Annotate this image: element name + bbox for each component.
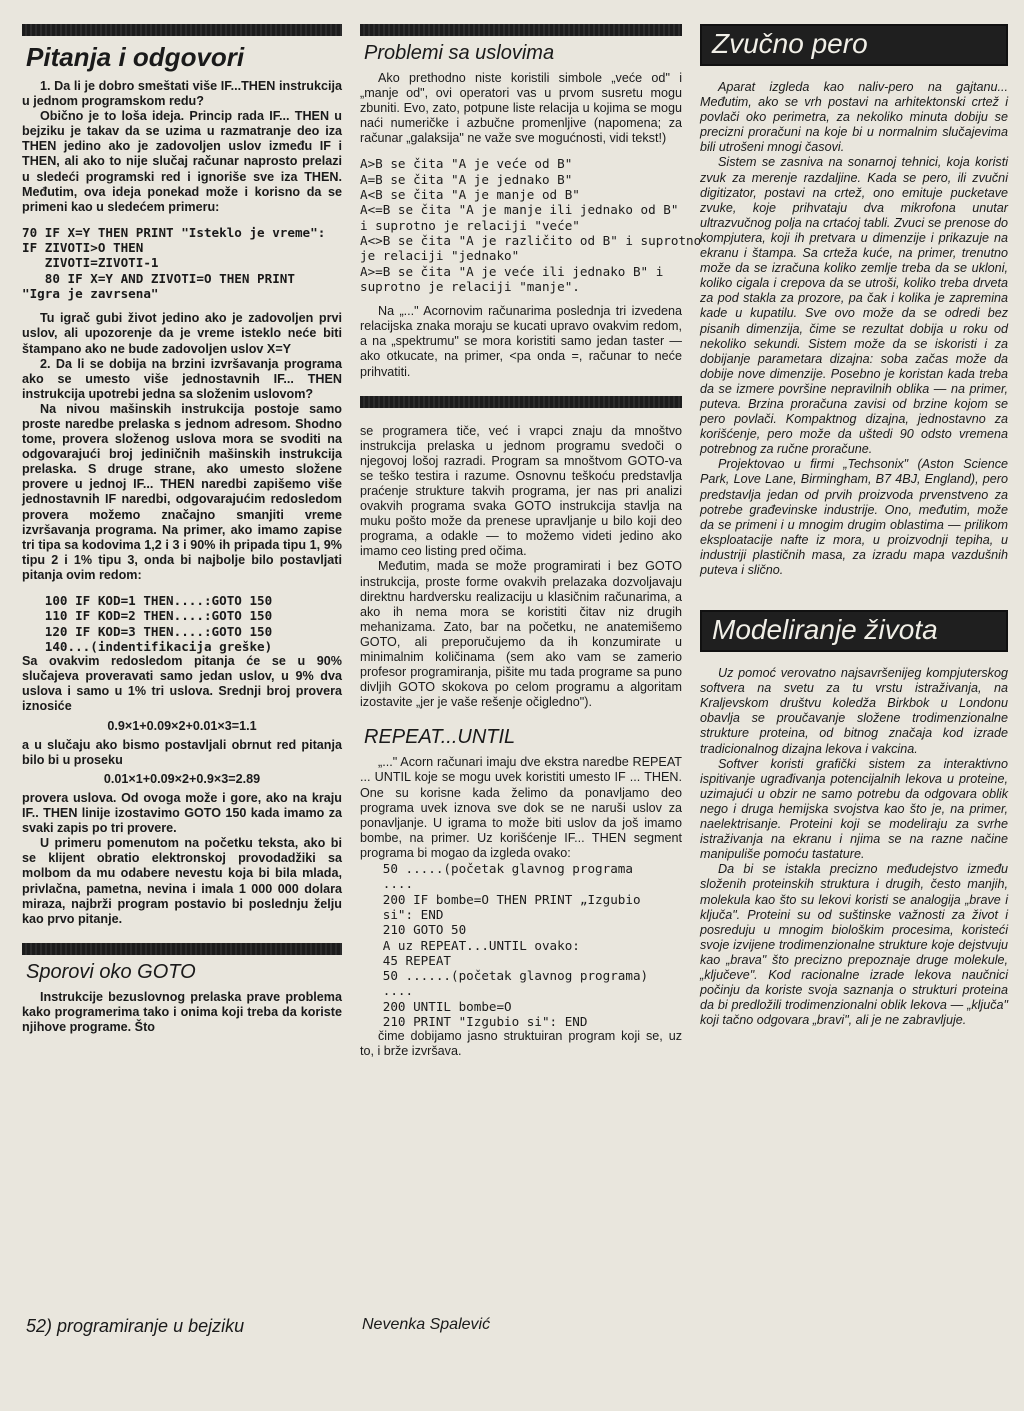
heading-pitanja: Pitanja i odgovori	[26, 42, 245, 72]
box-zvucno-pero: Zvučno pero	[700, 24, 1008, 66]
question-2: 2. Da li se dobija na brzini izvršavanja programa ako se umesto više jednostavnih IF... THEN instrukcija upotrebi jedna sa složenim uslovom?	[22, 356, 342, 401]
column-middle	[360, 24, 702, 1060]
model-p3: Da bi se istakla precizno međudejstvo između složenih proteinskih struktura i drugih, često manjih, molekula kao što su lekovi koristi se analogija „brave i ključa". Proteini su od suštinske važnosti za život i posreduju u mnogim biološkim procesima, koristeći svoje izvijene trodimenzionalne strukture koje dejstvuju kao „brava" što precizno prepoznaje druge molekule, „ključeve". Kod racionalne izrade lekova naučnici počinju da koriste svoja saznanja o strukturi proteina da bi predložili trodimenzionalni oblik lekova — „ključa" koji tačno odgovara „bravi", ali je ne zabravljuje.	[700, 862, 1008, 1028]
repeat-intro: „..." Acorn računari imaju dve ekstra naredbe REPEAT ... UNTIL koje se mogu uvek koristiti umesto IF ... THEN. One su korisne kada želimo da ponavljamo deo programa uvek iznova sve dok se ne naruši uslov za ponavljanje. U igrama to može biti uslov da još imamo bombe, na primer. Uz korišćenje IF... THEN segment programa bi mogao da izgleda ovako:	[360, 755, 682, 860]
section-rule	[22, 943, 342, 955]
relations-list: A>B se čita "A je veće od B" A=B se čita "A je jednako B" A<B se čita "A je manje od B" A<=B se čita "A je manje ili jednako od B" i suprotno je relaciji "veće" A<>B se čita "A je različito od B" i suprotno je relaciji "jednako" A>=B se čita "A je veće ili jednako B" i suprotno je relaciji "manje".	[360, 156, 702, 294]
box-modeliranje: Modeliranje života	[700, 610, 1008, 652]
acorn-note: Na „..." Acornovim računarima poslednja tri izvedena relacijska znaka moraju se kucati upravo ovakvim redom, a na „spektrumu" se mora koristiti samo jedan taster — ako otkucate, na primer, <pa onda =, računar to neće prihvatiti.	[360, 304, 682, 379]
answer-2-cont: Sa ovakvim redosledom pitanja će se u 90% slučajeva proveravati samo jedan uslov, u 9% dva uslova i samo u 1% tri uslova. Srednji broj provera iznosiće	[22, 654, 342, 714]
code-example-2: 100 IF KOD=1 THEN....:GOTO 150 110 IF KOD=2 THEN....:GOTO 150 120 IF KOD=3 THEN....:GOTO 150 140...(indentifikacija greške)	[44, 593, 273, 654]
question-1: 1. Da li je dobro smeštati više IF...THEN instrukcija u jednom programskom redu?	[22, 79, 342, 109]
author-name: Nevenka Spalević	[362, 1316, 491, 1333]
column-left	[22, 24, 342, 1035]
model-p2: Softver koristi grafički sistem za interaktivno ispitivanje ugrađivanja potencijalnih lekova u proteine, uzimajući u obzir ne samo potrebu da odgovara oblik nego i druga hemijska svojstva kao što je, na primer, naelektrisanje. Proteini koji se modeliraju za svrhe istraživanja na ekranu i njima se na razne načine manipuliše pomoću tastature.	[700, 756, 1008, 862]
repeat-code: 50 .....(početak glavnog programa .... 200 IF bombe=O THEN PRINT „Izgubio si": END 210 GOTO 50 A uz REPEAT...UNTIL ovako: 45 REPEAT 50 ......(početak glavnog programa) .... 200 UNTIL bombe=O 210 PRINT "Izgubio si": END	[382, 861, 649, 1030]
repeat-conclusion: čime dobijamo jasno struktuiran program koji se, uz to, i brže izvršava.	[360, 1029, 682, 1059]
goto-paragraph: Instrukcije bezuslovnog prelaska prave problema kako programerima tako i onima koji treba da koriste njihove programe. Što	[22, 989, 342, 1034]
model-p1: Uz pomoć verovatno najsavršenijeg kompjuterskog softvera na svetu za tu vrstu istraživanja, na Kraljevskom društvu koledža Birkbok u Londonu obavlja se proučavanje složene trodimenzionalne strukture proteina, od bitnog značaja kod izrade tradicionalnog dizajna lekova i vakcina.	[700, 666, 1008, 756]
uslovi-intro: Ako prethodno niste koristili simbole „veće od" i „manje od", ovi operatori vas u prvom susretu mogu zbuniti. Evo, zato, potpune liste relacija u kojima se mogu naći numeričke i azbučne promenljive (napomena; za računar „galaksija" ne važe sve mogućnosti, vidi tekst!)	[360, 71, 682, 146]
section-rule	[22, 24, 342, 36]
heading-goto: Sporovi oko GOTO	[26, 960, 196, 983]
goto-continued: se programera tiče, već i vrapci znaju da mnoštvo instrukcija prelaska u jednom programu svedoči o njegovoj lošoj razradi. Program sa mnoštvom GOTO-va se teško testira i razume. Osnovnu teškoću predstavlja praćenje strukture takvih programa, jer nas pri analizi ovakvih programa svaka GOTO instrukcija stavlja na muku pošto može da prenese upravljanje u bilo koji deo programa, a odakle — to možemo videti jedino ako imamo ceo listing pred očima.	[360, 423, 682, 559]
heading-repeat: REPEAT...UNTIL	[364, 726, 516, 749]
code-example-1: 70 IF X=Y THEN PRINT "Isteklo je vreme": IF ZIVOTI>O THEN ZIVOTI=ZIVOTI-1 80 IF X=Y AND ZIVOTI=O THEN PRINT "Igra je zavrsena"	[22, 224, 326, 302]
answer-2: Na nivou mašinskih instrukcija postoje samo proste naredbe prelaska s jednom adresom. Shodno tome, provera složenog uslova mora se svoditi na odgovarajući broj jediničnih mašinskih instrukcija prelaska. S druge strane, ako umesto složene provere u jednoj IF... THEN naredbi zapišemo više jednostavnih IF naredbi, odgovarajućim redosledom provera možemo značajno smanjiti vreme izvršavanja programa. Na primer, ako imamo zapise tri tipa sa kodovima 1,2 i 3 i 90% ih pripada tipu 1, 9% tipu 2 i 1% tipu 3, onda bi najbolje bilo postavljati pitanja ovim redom:	[22, 401, 342, 582]
pero-p2: Sistem se zasniva na sonarnoj tehnici, koja koristi zvuk za merenje razdaljine. Kada se pero, ili zvučni digitizator, postavi na crtež, ono emituje pucketave zvuke, koje prihvataju dva mikrofona unutar ultrazvučnog polja na crtaćoj tabli. Zvuci se prenose do kompjutera, koji ih pretvara u dimenzije i prikazuje na ekranu i štampa. Sa crteža kuće, na primer, trenutno može da se izračuna koliko zemlje treba da se ukloni, koliko cigala i crepova da se utroši, koliko treba drveta za pod stakla za prozore, pa čak i kolika je zapremina kade u kupatilu. Sve ovo može da se odredi bez pisanih dimenzija, čime se rezultat dobija u roku od nekoliko sekundi. Sistem može da se iskoristi i za dobijanje parametara dizajna: soba začas može da dobije nove dimenzije. Posebno je koristan kada treba da se izmere površine nepravilnih oblika — na primer, puteva. Brzina proračuna zavisi od brzine kojom se pero povlači. Kompaktnog dizajna, jednostavno za korišćenje, pero može da uštedi 90 odsto vremena potrebnog za ručne proračune.	[700, 155, 1008, 457]
formula-2: 0.01×1+0.09×2+0.9×3=2.89	[103, 771, 261, 786]
answer-1-cont: Tu igrač gubi život jedino ako je zadovoljen prvi uslov, ali upozorenje da je vreme isteklo neće biti štampano ako ne bude zadovoljen uslov X=Y	[22, 311, 342, 356]
pero-p1: Aparat izgleda kao naliv-pero na gajtanu... Međutim, ako se vrh postavi na arhitektonski crtež i povlači oko perimetra, za nekoliko minuta dobiju se precizni proračuni na koje bi u normalnim slučajevima bili utrošeni mnogi časovi.	[700, 80, 1008, 155]
section-rule	[360, 396, 682, 408]
heading-uslovi: Problemi sa uslovima	[364, 42, 555, 64]
answer-2-example: U primeru pomenutom na početku teksta, ako bi se klijent obratio elektronskoj provodadžiki sa molbom da mu odabere nevestu koja bi bila mlada, privlačna, pametna, nevina i imala 1 000 000 dolara miraza, najbrži program postavio bi poslednju želju kao prvo pitanje.	[22, 836, 342, 926]
formula-1: 0.9×1+0.09×2+0.01×3=1.1	[107, 718, 257, 733]
pero-p3: Projektovao u firmi „Techsonix" (Aston Science Park, Love Lane, Birmingham, B7 4BJ, England), pero predstavlja jedan od prvih proizvoda prvenstveno za potrebe građevinske industrije. Ono, međutim, može da se primeni i u mnogim drugim oblastima — prilikom eksploatacije nafte iz mora, u proizvodnji tepiha, u industriji plastičnih masa, za izradu mapa vazdušnih puteva i slično.	[700, 457, 1008, 577]
section-rule	[360, 24, 682, 36]
answer-2-cont3: provera uslova. Od ovoga može i gore, ako na kraju IF.. THEN linije izostavimo GOTO 150 kada imamo za svaki zapis po tri provere.	[22, 790, 342, 836]
answer-2-cont2: a u slučaju ako bismo postavljali obrnut red pitanja bilo bi u proseku	[22, 737, 342, 767]
goto-paragraph-2: Međutim, mada se može programirati i bez GOTO instrukcija, proste forme ovakvih prelazaka dozvoljavaju direktnu hardversku realizaciju u klasičnim računarima, a ako ih nema mora se koristiti čitav niz drugih mehanizama. Zato, bar na početku, ne anatemišemo GOTO, ali preporučujemo da ih konzumirate u minimalnim količinama (sem ako vam se zamerio profesor programiranja, pišite mu tada programe sa puno divljih GOTO skokova po celom programu a algoritam izostavite „jer je vaše rešenje očigledno").	[360, 559, 682, 710]
answer-1: Obično je to loša ideja. Princip rada IF... THEN u bejziku je takav da se uzima u razmatranje deo iza THEN jedino ako je zadovoljen uslov između IF i THEN, ali ako to nije slučaj računar naprosto prelazi u sledeći programski red i ignoriše sve iza THEN. Međutim, ova ideja ponekad može i korisno da se primeni kao u sledećem primeru:	[22, 109, 342, 214]
page-footer: 52) programiranje u bejziku	[26, 1316, 245, 1336]
column-right	[700, 24, 1008, 1028]
